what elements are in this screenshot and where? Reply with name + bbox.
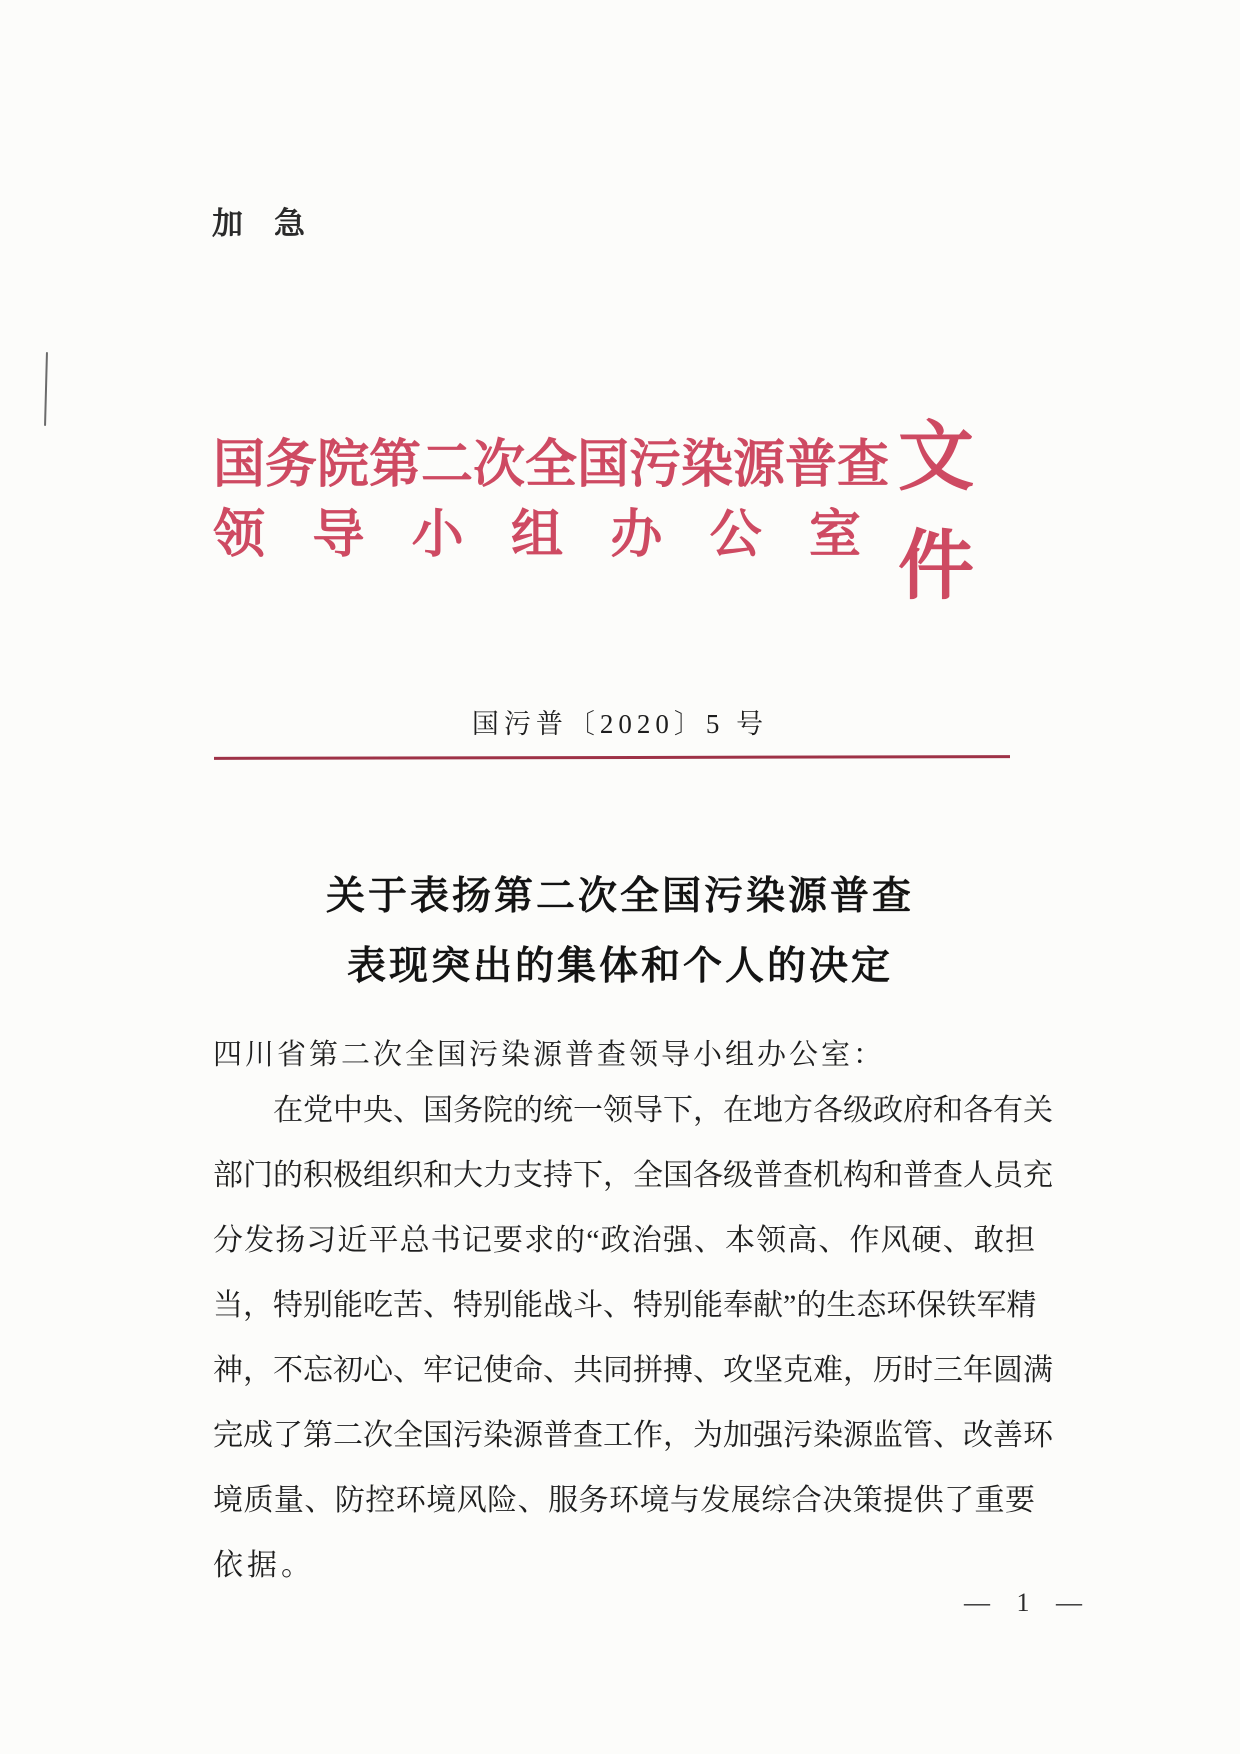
issuing-org-name: [213, 431, 890, 571]
urgency-label: 加 急: [212, 206, 305, 241]
body-line: 当，特别能吃苦、特别能战斗、特别能奉献”的生态环保铁军精: [213, 1289, 1037, 1322]
document-word: 文件: [898, 416, 976, 609]
red-separator-rule: [214, 755, 1010, 760]
body-line: 神，不忘初心、牢记使命、共同拼搏、攻坚克难，历时三年圆满: [213, 1354, 1053, 1387]
body-line: 依据。: [213, 1549, 315, 1582]
document-title-line1: 关于表扬第二次全国污染源普查: [325, 875, 914, 918]
document-title-line2: 表现突出的集体和个人的决定: [346, 945, 893, 988]
body-line: 完成了第二次全国污染源普查工作，为加强污染源监管、改善环: [213, 1419, 1053, 1452]
red-letterhead: [213, 392, 1013, 610]
body-line: 部门的积极组织和大力支持下，全国各级普查机构和普查人员充: [213, 1159, 1053, 1192]
body-line: 分发扬习近平总书记要求的“政治强、本领高、作风硬、敢担: [213, 1224, 1035, 1257]
salutation-line: 四川省第二次全国污染源普查领导小组办公室：: [213, 1039, 886, 1071]
org-name-line2: 领导小组办公室: [213, 507, 861, 564]
body-line: 境质量、防控环境风险、服务环境与发展综合决策提供了重要: [213, 1484, 1035, 1517]
scan-edge-mark: [44, 352, 48, 426]
body-line: 在党中央、国务院的统一领导下，在地方各级政府和各有关: [273, 1094, 1053, 1127]
document-reference-number: 国污普〔2020〕5 号: [471, 709, 769, 739]
document-body: [213, 1078, 1053, 1598]
document-title: [0, 862, 1240, 1002]
page-number: — 1 —: [964, 1588, 1092, 1617]
org-name-line1: 国务院第二次全国污染源普查: [213, 437, 890, 494]
